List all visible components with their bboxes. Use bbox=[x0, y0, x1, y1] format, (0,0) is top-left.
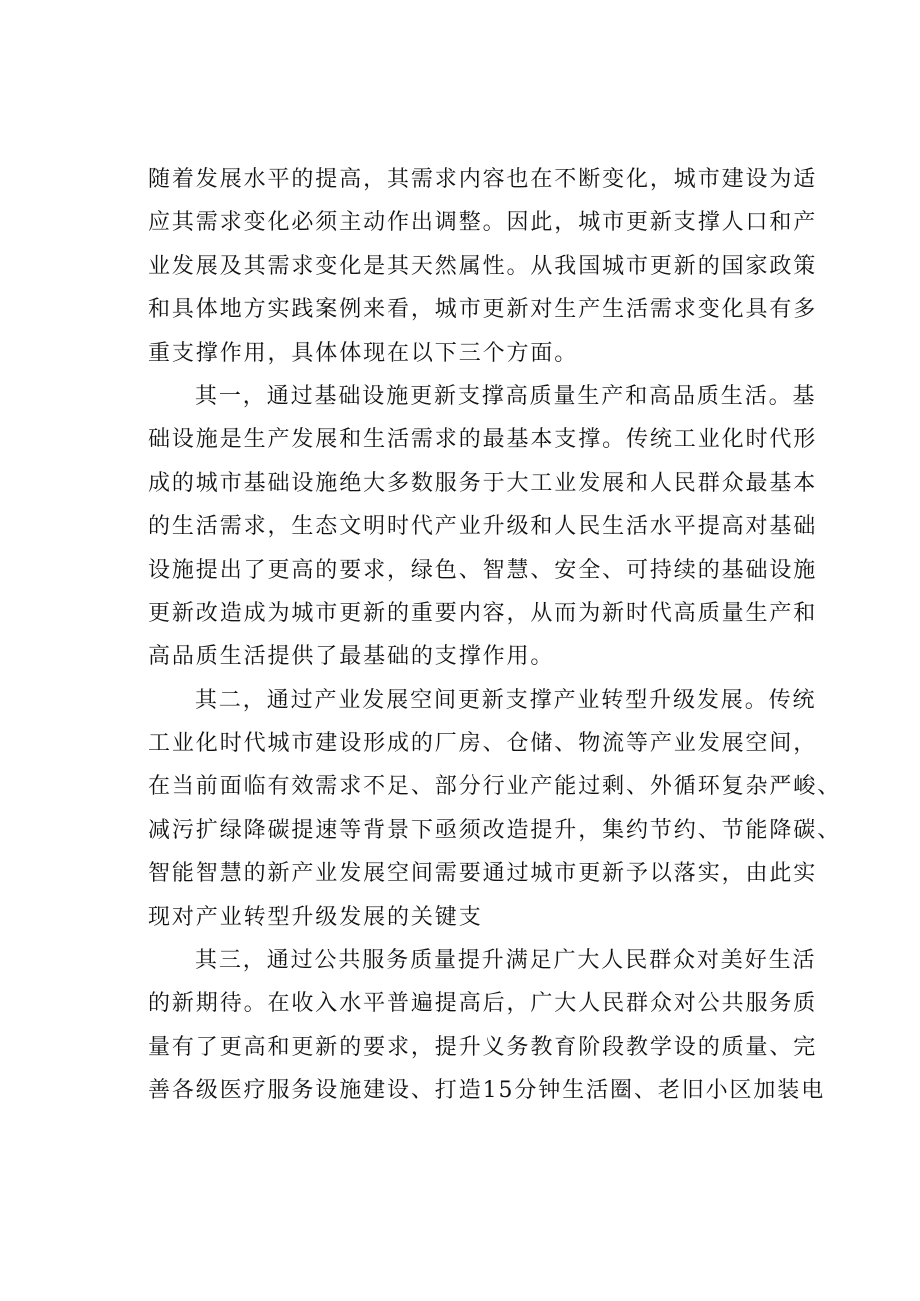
text-line: 随着发展水平的提高，其需求内容也在不断变化，城市建设为适 bbox=[148, 167, 818, 192]
text-line: 业发展及其需求变化是其天然属性。从我国城市更新的国家政策 bbox=[148, 253, 818, 279]
text-line: 更新改造成为城市更新的重要内容，从而为新时代高质量生产和 bbox=[148, 600, 818, 626]
paragraph-intro bbox=[148, 158, 818, 375]
text-line: 其二，通过产业发展空间更新支撑产业转型升级发展。传统 bbox=[195, 687, 817, 713]
text-line: 现对产业转型升级发展的关键支 bbox=[148, 904, 483, 930]
text-line: 重支撑作用，具体体现在以下三个方面。 bbox=[148, 340, 579, 366]
paragraph-first bbox=[148, 375, 818, 679]
text-line: 减污扩绿降碳提速等背景下亟须改造提升，集约节约、节能降碳、 bbox=[148, 817, 842, 843]
text-line: 其三，通过公共服务质量提升满足广大人民群众对美好生活 bbox=[195, 948, 817, 974]
text-line: 智能智慧的新产业发展空间需要通过城市更新予以落实，由此实 bbox=[148, 861, 818, 887]
document-body bbox=[148, 158, 842, 1113]
paragraph-second bbox=[148, 679, 842, 939]
text-line: 工业化时代城市建设形成的厂房、仓储、物流等产业发展空间， bbox=[148, 731, 818, 757]
text-line: 成的城市基础设施绝大多数服务于大工业发展和人民群众最基本 bbox=[148, 470, 818, 496]
text-line: 设施提出了更高的要求，绿色、智慧、安全、可持续的基础设施 bbox=[148, 557, 818, 583]
text-line: 的生活需求，生态文明时代产业升级和人民生活水平提高对基础 bbox=[148, 514, 818, 540]
text-line: 础设施是生产发展和生活需求的最基本支撑。传统工业化时代形 bbox=[148, 427, 818, 453]
text-line: 其一，通过基础设施更新支撑高质量生产和高品质生活。基 bbox=[195, 383, 817, 409]
text-line: 高品质生活提供了最基础的支撑作用。 bbox=[148, 644, 555, 670]
text-line: 量有了更高和更新的要求，提升义务教育阶段教学设的质量、完 bbox=[148, 1034, 818, 1060]
text-line: 善各级医疗服务设施建设、打造15分钟生活圈、老旧小区加装电 bbox=[148, 1078, 826, 1104]
text-line: 的新期待。在收入水平普遍提高后，广大人民群众对公共服务质 bbox=[148, 991, 818, 1017]
text-line: 在当前面临有效需求不足、部分行业产能过剩、外循环复杂严峻、 bbox=[148, 774, 842, 800]
text-line: 应其需求变化必须主动作出调整。因此，城市更新支撑人口和产 bbox=[148, 210, 818, 236]
paragraph-third bbox=[148, 939, 826, 1113]
text-line: 和具体地方实践案例来看，城市更新对生产生活需求变化具有多 bbox=[148, 297, 818, 323]
